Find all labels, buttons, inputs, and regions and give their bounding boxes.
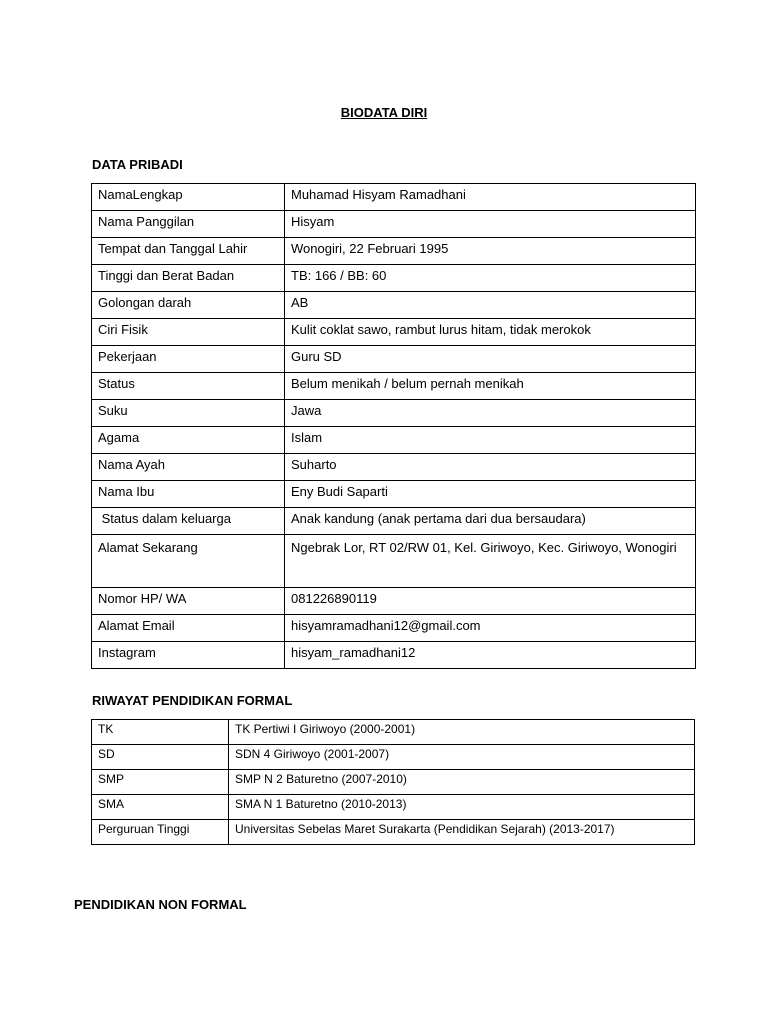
table-row bbox=[92, 211, 696, 238]
table-row bbox=[92, 642, 696, 669]
table-row bbox=[92, 745, 695, 770]
row-value: hisyamramadhani12@gmail.com bbox=[285, 615, 696, 642]
row-value: Hisyam bbox=[285, 211, 696, 238]
table-row bbox=[92, 481, 696, 508]
row-label: Nama Ayah bbox=[92, 454, 285, 481]
personal-data-heading: DATA PRIBADI bbox=[92, 157, 183, 172]
nonformal-education-heading: PENDIDIKAN NON FORMAL bbox=[74, 897, 247, 912]
row-value: TB: 166 / BB: 60 bbox=[285, 265, 696, 292]
education-school: SDN 4 Giriwoyo (2001-2007) bbox=[229, 745, 695, 770]
row-label: Tempat dan Tanggal Lahir bbox=[92, 238, 285, 265]
education-level: SMA bbox=[92, 795, 229, 820]
row-value: 081226890119 bbox=[285, 588, 696, 615]
row-value: Guru SD bbox=[285, 346, 696, 373]
row-value: Anak kandung (anak pertama dari dua bersaudara) bbox=[285, 508, 696, 535]
table-row bbox=[92, 346, 696, 373]
row-value: Ngebrak Lor, RT 02/RW 01, Kel. Giriwoyo, Kec. Giriwoyo, Wonogiri bbox=[285, 535, 696, 588]
row-label: Alamat Sekarang bbox=[92, 535, 285, 588]
education-level: SD bbox=[92, 745, 229, 770]
row-label: Nomor HP/ WA bbox=[92, 588, 285, 615]
row-label: Golongan darah bbox=[92, 292, 285, 319]
table-row bbox=[92, 319, 696, 346]
education-school: Universitas Sebelas Maret Surakarta (Pendidikan Sejarah) (2013-2017) bbox=[229, 820, 695, 845]
row-value: Islam bbox=[285, 427, 696, 454]
education-level: Perguruan Tinggi bbox=[92, 820, 229, 845]
education-level: TK bbox=[92, 720, 229, 745]
row-label: Tinggi dan Berat Badan bbox=[92, 265, 285, 292]
table-row bbox=[92, 820, 695, 845]
table-row bbox=[92, 770, 695, 795]
table-row bbox=[92, 720, 695, 745]
row-label: Status bbox=[92, 373, 285, 400]
education-school: TK Pertiwi I Giriwoyo (2000-2001) bbox=[229, 720, 695, 745]
table-row bbox=[92, 454, 696, 481]
row-label: NamaLengkap bbox=[92, 184, 285, 211]
row-label: Nama Panggilan bbox=[92, 211, 285, 238]
row-value: Jawa bbox=[285, 400, 696, 427]
personal-data-table bbox=[91, 183, 696, 669]
table-row bbox=[92, 795, 695, 820]
row-label: Instagram bbox=[92, 642, 285, 669]
row-value: Muhamad Hisyam Ramadhani bbox=[285, 184, 696, 211]
row-value: Wonogiri, 22 Februari 1995 bbox=[285, 238, 696, 265]
table-row bbox=[92, 588, 696, 615]
row-label: Pekerjaan bbox=[92, 346, 285, 373]
row-label: Alamat Email bbox=[92, 615, 285, 642]
document-title: BIODATA DIRI bbox=[340, 105, 428, 120]
row-value: Eny Budi Saparti bbox=[285, 481, 696, 508]
table-row bbox=[92, 184, 696, 211]
row-label: Status dalam keluarga bbox=[92, 508, 285, 535]
table-row bbox=[92, 508, 696, 535]
table-row bbox=[92, 427, 696, 454]
education-level: SMP bbox=[92, 770, 229, 795]
row-value: hisyam_ramadhani12 bbox=[285, 642, 696, 669]
row-value: AB bbox=[285, 292, 696, 319]
table-row bbox=[92, 615, 696, 642]
table-row bbox=[92, 238, 696, 265]
row-label: Suku bbox=[92, 400, 285, 427]
row-label: Nama Ibu bbox=[92, 481, 285, 508]
row-label: Ciri Fisik bbox=[92, 319, 285, 346]
row-value: Belum menikah / belum pernah menikah bbox=[285, 373, 696, 400]
row-value: Kulit coklat sawo, rambut lurus hitam, tidak merokok bbox=[285, 319, 696, 346]
row-label: Agama bbox=[92, 427, 285, 454]
row-value: Suharto bbox=[285, 454, 696, 481]
formal-education-table bbox=[91, 719, 695, 845]
table-row bbox=[92, 265, 696, 292]
table-row bbox=[92, 535, 696, 588]
table-row bbox=[92, 373, 696, 400]
table-row bbox=[92, 400, 696, 427]
education-school: SMP N 2 Baturetno (2007-2010) bbox=[229, 770, 695, 795]
table-row bbox=[92, 292, 696, 319]
education-school: SMA N 1 Baturetno (2010-2013) bbox=[229, 795, 695, 820]
formal-education-heading: RIWAYAT PENDIDIKAN FORMAL bbox=[92, 693, 293, 708]
